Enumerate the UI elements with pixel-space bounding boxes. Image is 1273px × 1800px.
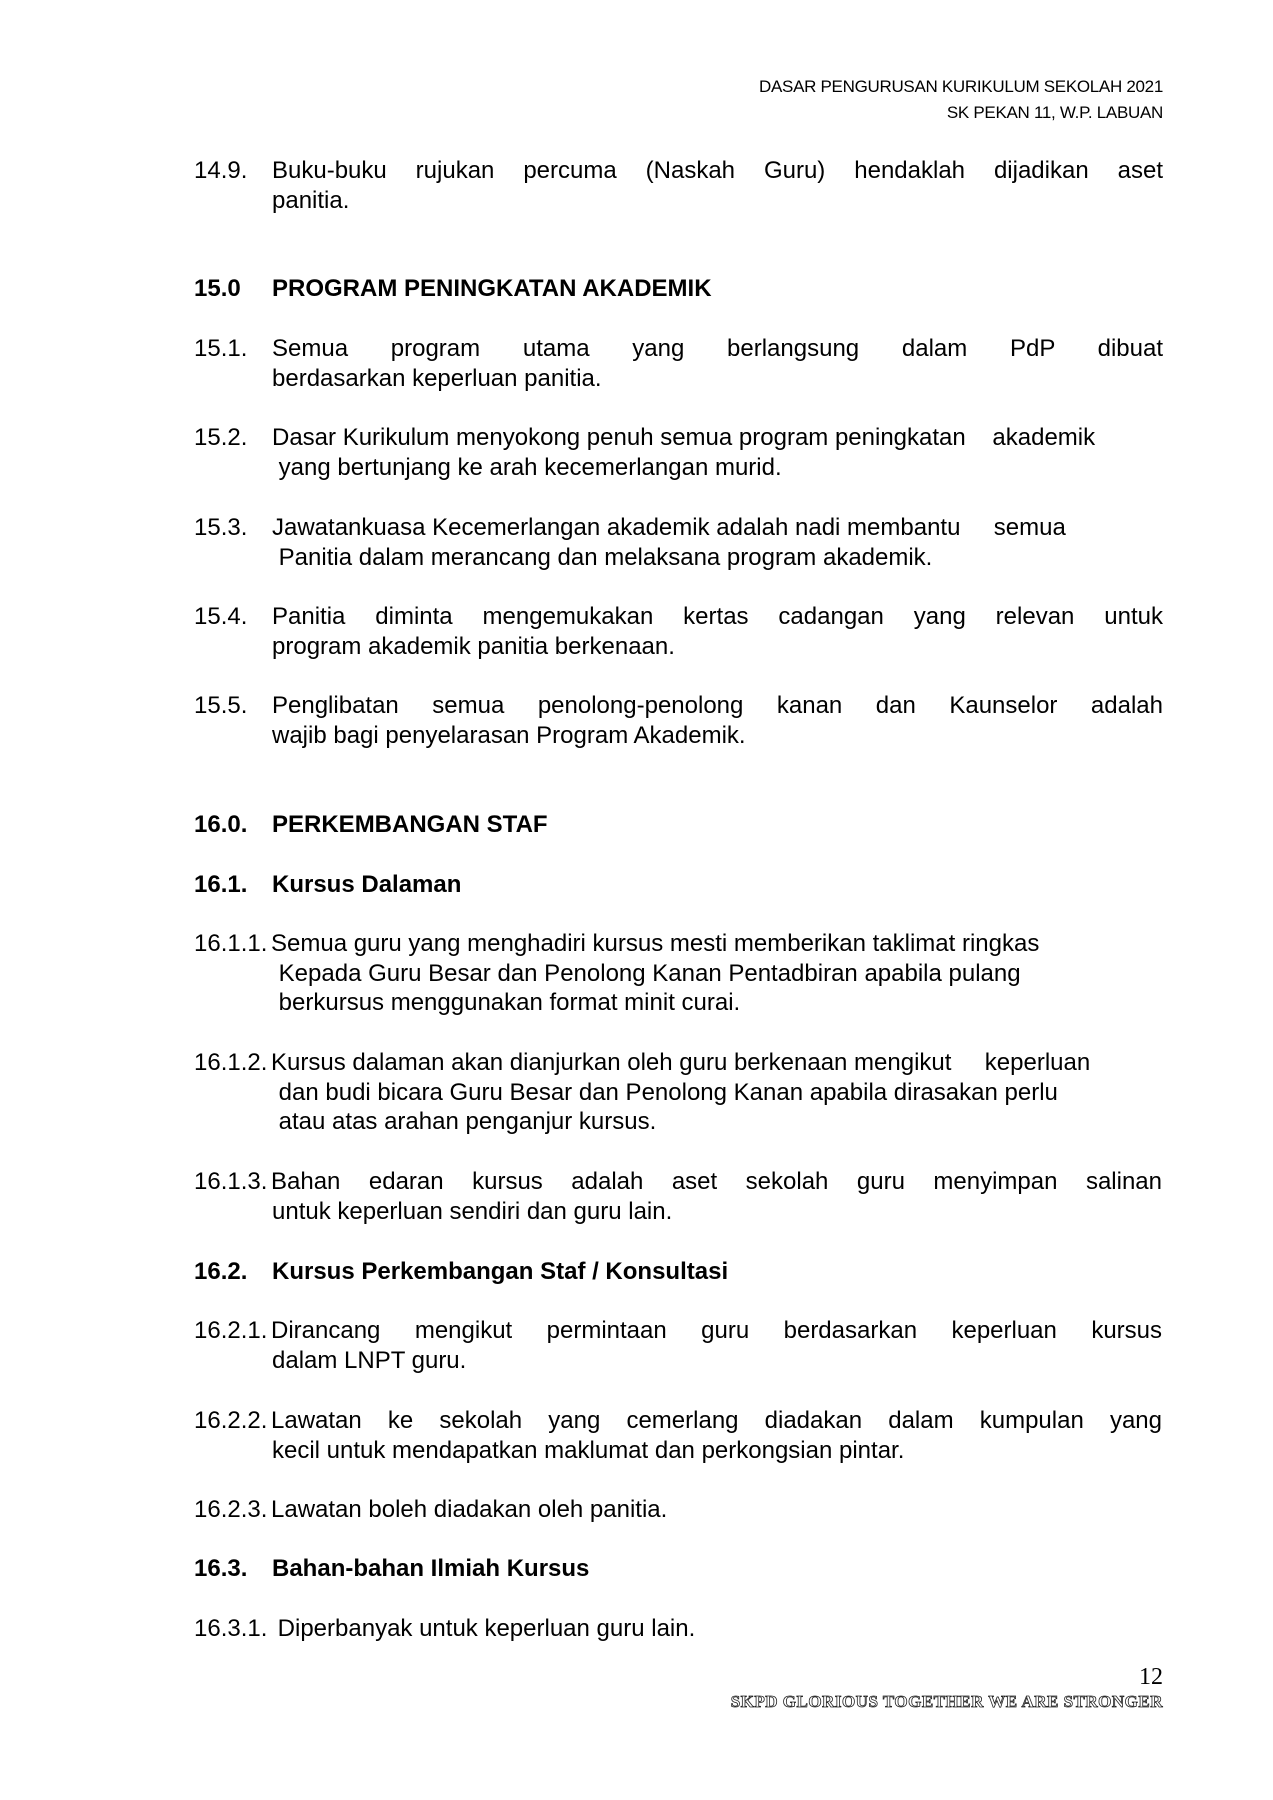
paragraph-line: Semua guru yang menghadiri kursus mesti memberikan taklimat ringkas [271,930,1040,957]
section-heading: PROGRAM PENINGKATAN AKADEMIK [272,275,712,302]
section-number: 16.2. [194,1258,248,1285]
item-number: 14.9. [194,157,248,184]
section-number: 16.1. [194,871,248,898]
paragraph-line: panitia. [272,186,350,214]
paragraph-line: berdasarkan keperluan panitia. [272,364,602,392]
item-number: 15.4. [194,603,248,630]
paragraph-line: Dasar Kurikulum menyokong penuh semua program peningkatan akademik [272,424,1096,451]
item-number: 15.1. [194,335,248,362]
item-number: 15.5. [194,692,248,719]
paragraph-line: Lawatan boleh diadakan oleh panitia. [271,1496,668,1523]
item-number: 16.2.3. [194,1496,268,1523]
item-number: 15.2. [194,424,248,451]
paragraph-line: wajib bagi penyelarasan Program Akademik. [272,721,746,749]
page-number: 12 [1139,1664,1163,1690]
item-number: 15.3. [194,514,248,541]
paragraph-line: Panitia diminta mengemukakan kertas cadangan yang relevan untuk [272,603,1163,630]
footer-motto: SKPD GLORIOUS TOGETHER WE ARE STRONGER [730,1692,1163,1711]
paragraph-line: Jawatankuasa Kecemerlangan akademik adalah nadi membantu semua [272,514,1066,541]
header-school: SK PEKAN 11, W.P. LABUAN [946,103,1163,122]
paragraph-line: untuk keperluan sendiri dan guru lain. [272,1197,673,1225]
item-number: 16.2.2. [194,1407,268,1434]
paragraph-line: dan budi bicara Guru Besar dan Penolong Kanan apabila dirasakan perlu [272,1078,1058,1106]
section-number: 15.0 [194,275,241,302]
paragraph-line: yang bertunjang ke arah kecemerlangan murid. [272,453,782,481]
section-number: 16.3. [194,1555,248,1582]
item-number: 16.2.1. [194,1317,268,1344]
item-number: 16.1.2. [194,1049,268,1076]
item-number: 16.3.1. [194,1615,268,1642]
paragraph-line: Lawatan ke sekolah yang cemerlang diadakan dalam kumpulan yang [271,1407,1162,1434]
section-heading: Kursus Perkembangan Staf / Konsultasi [272,1258,729,1285]
paragraph-line: Semua program utama yang berlangsung dalam PdP dibuat [272,335,1163,362]
section-heading: PERKEMBANGAN STAF [272,811,548,838]
paragraph-line: Kursus dalaman akan dianjurkan oleh guru berkenaan mengikut keperluan [271,1049,1091,1076]
paragraph-line: kecil untuk mendapatkan maklumat dan perkongsian pintar. [272,1436,905,1464]
paragraph-line: program akademik panitia berkenaan. [272,632,675,660]
paragraph-line: Penglibatan semua penolong-penolong kanan dan Kaunselor adalah [272,692,1163,719]
paragraph-line: berkursus menggunakan format minit curai. [272,989,741,1017]
section-number: 16.0. [194,811,248,838]
section-heading: Kursus Dalaman [272,871,462,898]
item-number: 16.1.1. [194,930,268,957]
paragraph-line: Dirancang mengikut permintaan guru berdasarkan keperluan kursus [271,1317,1162,1344]
paragraph-line: Kepada Guru Besar dan Penolong Kanan Pentadbiran apabila pulang [272,959,1021,987]
paragraph-line: Diperbanyak untuk keperluan guru lain. [271,1615,696,1642]
section-heading: Bahan-bahan Ilmiah Kursus [272,1555,590,1582]
paragraph-line: Panitia dalam merancang dan melaksana program akademik. [272,543,933,571]
paragraph-line: dalam LNPT guru. [272,1346,467,1374]
paragraph-line: atau atas arahan penganjur kursus. [272,1108,657,1136]
header-title: DASAR PENGURUSAN KURIKULUM SEKOLAH 2021 [759,77,1163,96]
item-number: 16.1.3. [194,1168,268,1195]
paragraph-line: Bahan edaran kursus adalah aset sekolah guru menyimpan salinan [271,1168,1162,1195]
paragraph-line: Buku-buku rujukan percuma (Naskah Guru) hendaklah dijadikan aset [272,157,1163,184]
